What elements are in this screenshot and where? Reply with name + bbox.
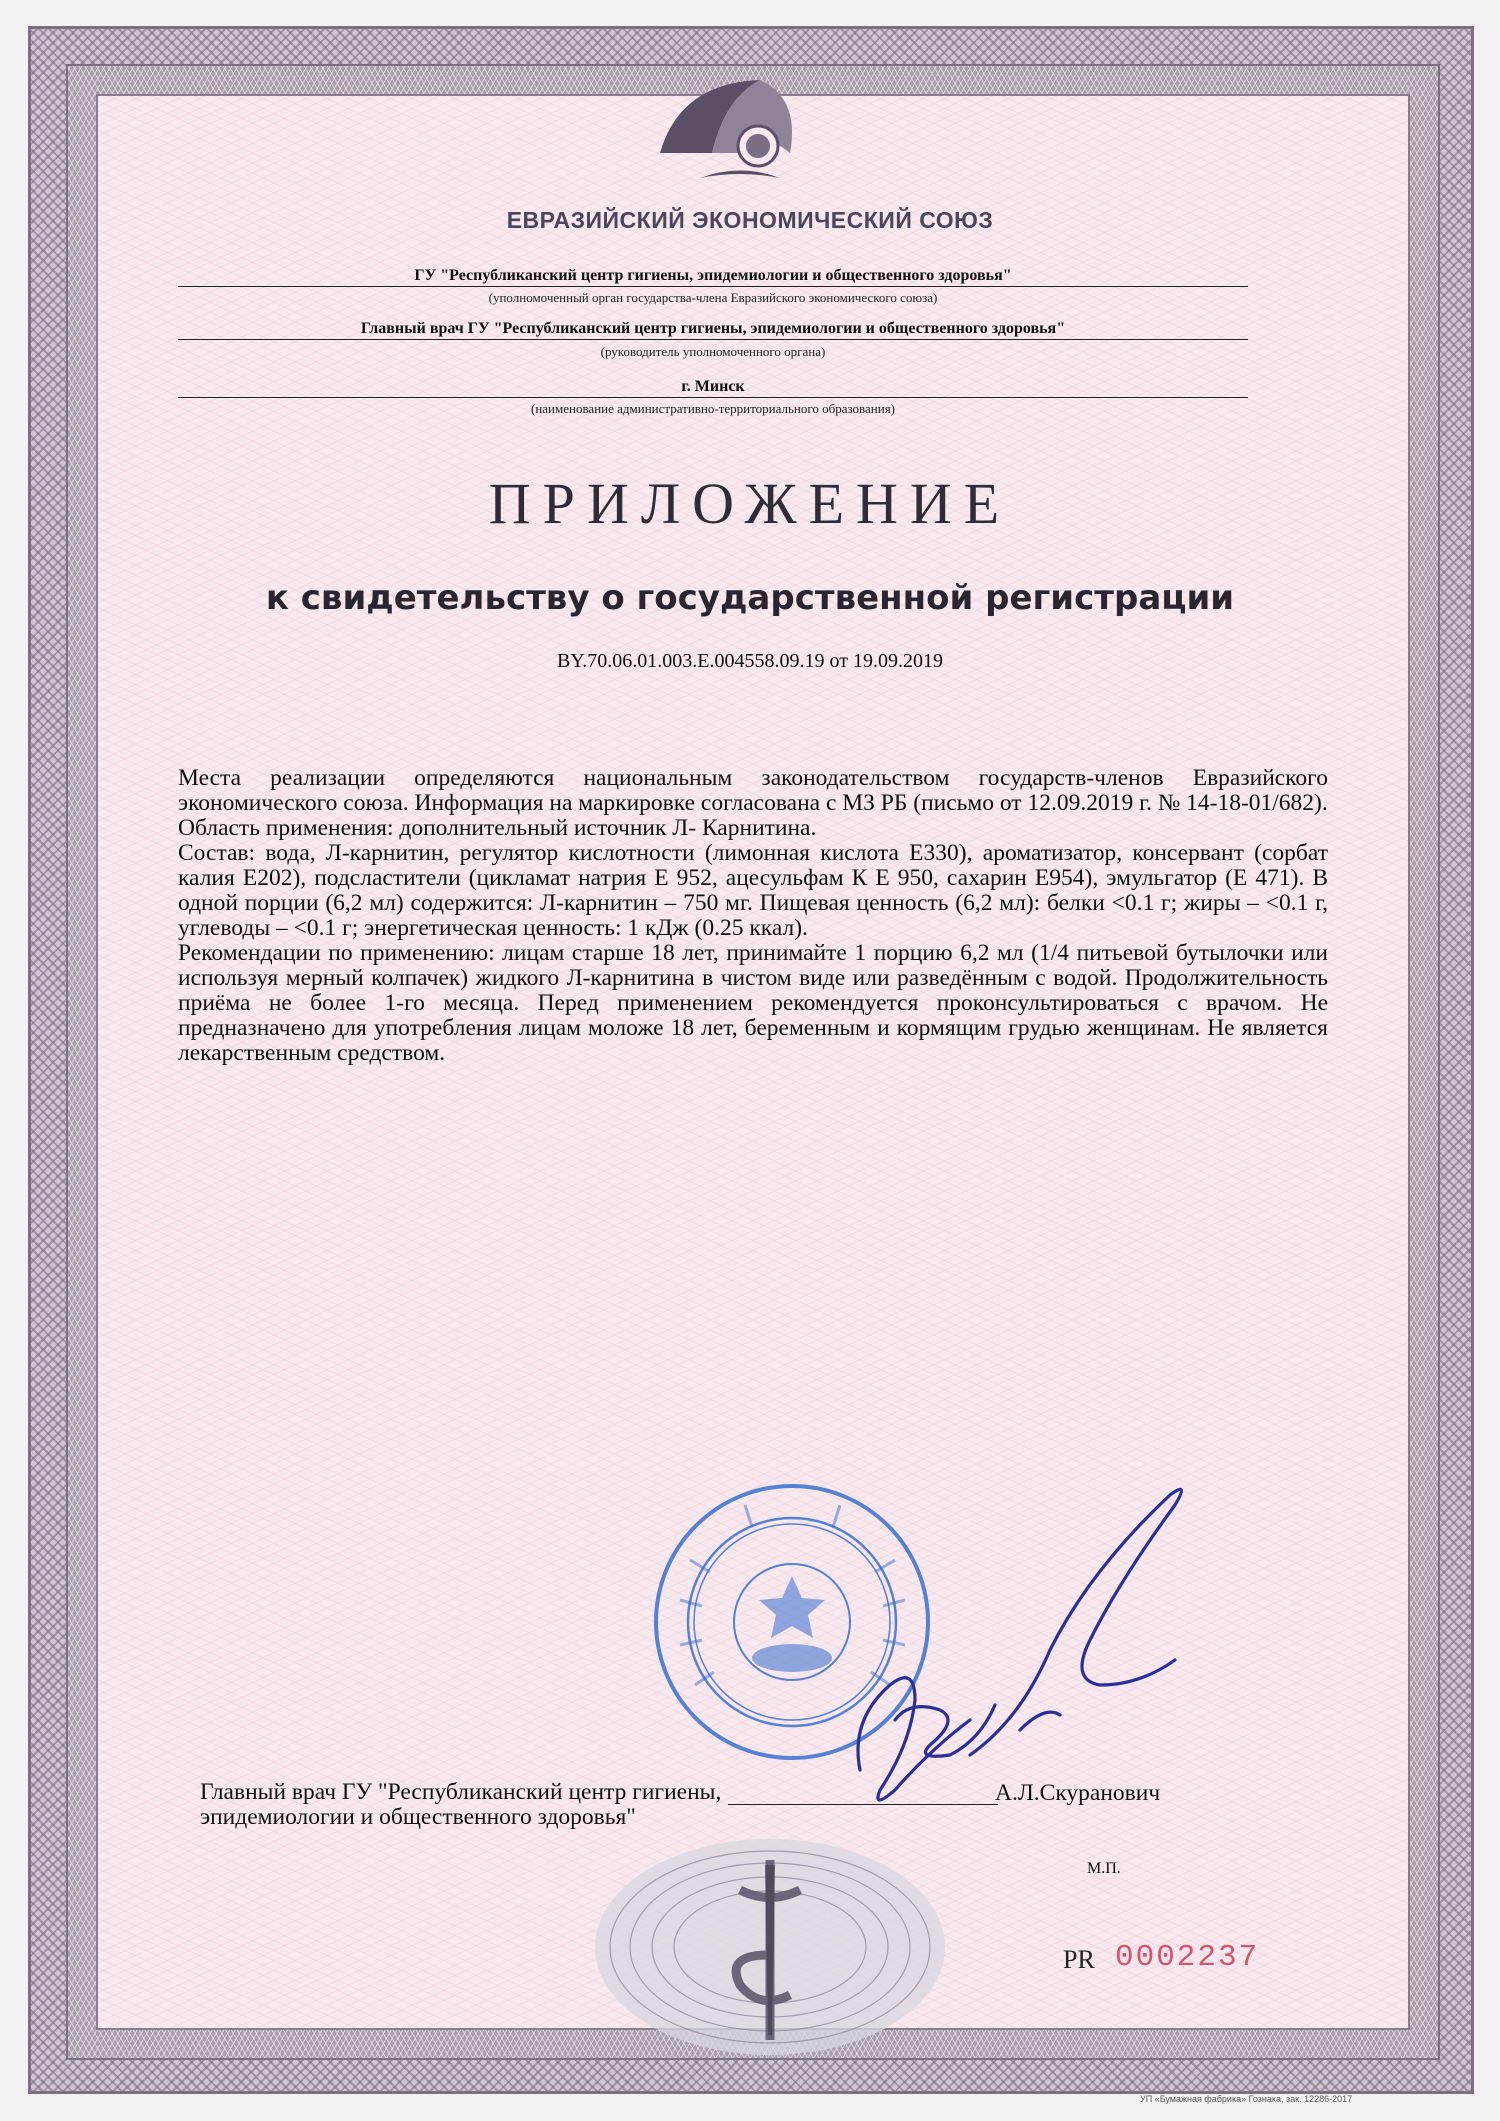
registration-number: BY.70.06.01.003.E.004558.09.19 от 19.09.2019 (557, 650, 943, 672)
divider (178, 339, 1248, 340)
handwritten-signature-icon (820, 1470, 1200, 1830)
paragraph-recommendations: Рекомендации по применению: лицам старше 18 лет, принимайте 1 порцию 6,2 мл (1/4 питьевой бутылочки или используя мерный колпачек) жидкого Л-карнитина в чистом виде или разведённым с водой. Продолжительность приёма не более 1-го месяца. Перед применением рекомендуется проконсультироваться с врачом. Не предназначено для употребления лицам моложе 18 лет, беременным и кормящим грудью женщинам. Не является лекарственным средством. (178, 940, 1328, 1066)
document-subtitle: к свидетельству о государственной регистрации (265, 578, 1235, 618)
document-title: ПРИЛОЖЕНИЕ (488, 471, 1012, 536)
city-caption: (наименование административно-территориального образования) (530, 401, 896, 416)
signatory-name: А.Л.Скуранович (995, 1780, 1161, 1806)
head-name: Главный врач ГУ "Республиканский центр гигиены, эпидемиологии и общественного здоровья" (360, 320, 1066, 337)
serial-number: 0002237 (1115, 1940, 1260, 1975)
divider (178, 286, 1248, 287)
authority-caption: (уполномоченный орган государства-члена Евразийского экономического союза) (488, 290, 938, 305)
paragraph-composition: Состав: вода, Л-карнитин, регулятор кислотности (лимонная кислота Е330), ароматизатор, консервант (сорбат калия Е202), подсластители (цикламат натрия Е 952, ацесульфам К Е 950, сахарин Е954), эмульгатор (Е 471). В одной порции (6,2 мл) содержится: Л-карнитин – 750 мг. Пищевая ценность (6,2 мл): белки <0.1 г; жиры – <0.1 г, углеводы – <0.1 г; энергетическая ценность: 1 кДж (0.25 ккал). (178, 840, 1328, 941)
city-name: г. Минск (681, 378, 745, 395)
divider (178, 397, 1248, 398)
union-name: ЕВРАЗИЙСКИЙ ЭКОНОМИЧЕСКИЙ СОЮЗ (506, 207, 994, 233)
authority-name: ГУ "Республиканский центр гигиены, эпидемиологии и общественного здоровья" (414, 267, 1012, 284)
document-body (178, 766, 1328, 1066)
head-caption: (руководитель уполномоченного органа) (600, 344, 826, 359)
hologram-seal-icon (590, 1835, 950, 2060)
printer-footnote: УП «Бумажная фабрика» Гознака, зак. 12286-2017 (1140, 2094, 1353, 2104)
paragraph-sales: Места реализации определяются национальным законодательством государств-членов Евразийского экономического союза. Информация на маркировке согласована с МЗ РБ (письмо от 12.09.2019 г. № 14-18-01/682). (178, 765, 1328, 816)
eaeu-emblem-icon (640, 58, 810, 208)
paragraph-scope: Область применения: дополнительный источник Л- Карнитина. (178, 815, 817, 841)
serial-prefix: PR (1063, 1945, 1095, 1974)
signatory-position: Главный врач ГУ "Республиканский центр гигиены, эпидемиологии и общественного здоровья" (200, 1779, 722, 1830)
seal-mark: М.П. (1087, 1860, 1121, 1877)
